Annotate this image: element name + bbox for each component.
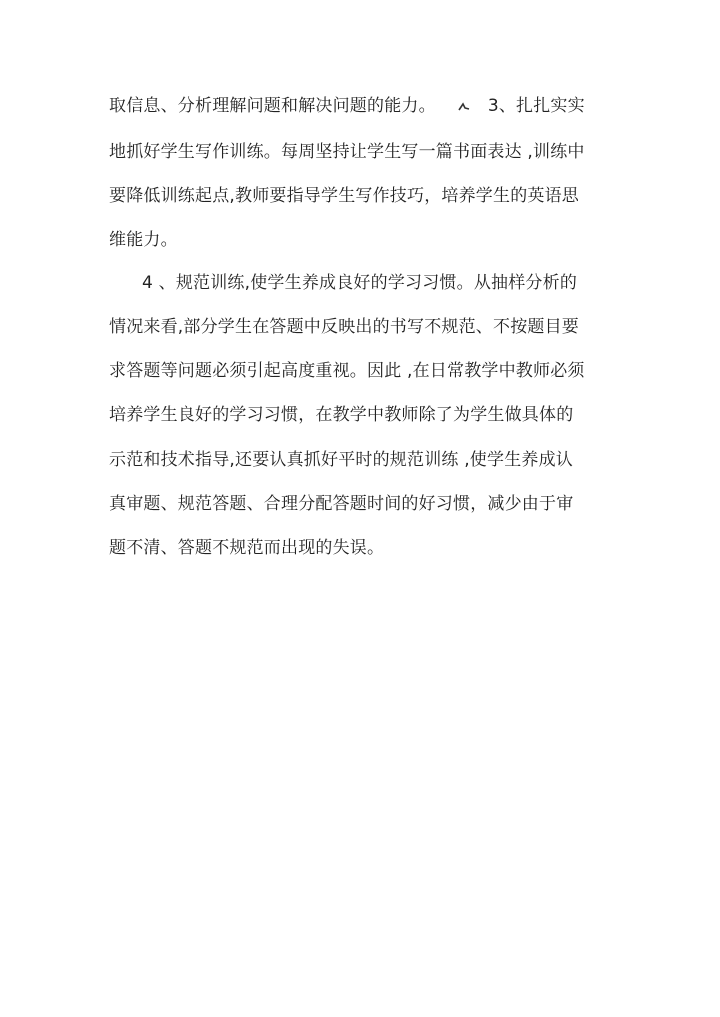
paragraph-line-4: 维能力。	[109, 230, 178, 250]
paragraph-line-2: 地抓好学生写作训练。每周坚持让学生写一篇书面表达 ,训练中	[109, 142, 585, 162]
paragraph-line-6: 情况来看,部分学生在答题中反映出的书写不规范、不按题目要	[109, 317, 580, 337]
paragraph-line-7: 求答题等问题必须引起高度重视。因此 ,在日常教学中教师必须	[109, 361, 585, 381]
paragraph-line-11: 题不清、答题不规范而出现的失误。	[109, 538, 385, 558]
paragraph-line-3: 要降低训练起点,教师要指导学生写作技巧，培养学生的英语思	[109, 186, 580, 206]
paragraph-line-1	[109, 95, 585, 117]
paragraph-line-8: 培养学生良好的学习习惯，在教学中教师除了为学生做具体的	[109, 405, 574, 425]
paragraph-line-10: 真审题、规范答题、合理分配答题时间的好习惯，减少由于审	[109, 494, 574, 514]
scan-mark-icon	[458, 102, 470, 112]
paragraph-line-5: 4 、规范训练,使学生养成良好的学习习惯。从抽样分析的	[142, 273, 578, 293]
paragraph-line-9: 示范和技术指导,还要认真抓好平时的规范训练 ,使学生养成认	[109, 450, 574, 470]
line-1-text-end: 3、扎扎实实	[487, 96, 585, 116]
line-1-text-start: 取信息、分析理解问题和解决问题的能力。	[109, 96, 436, 116]
